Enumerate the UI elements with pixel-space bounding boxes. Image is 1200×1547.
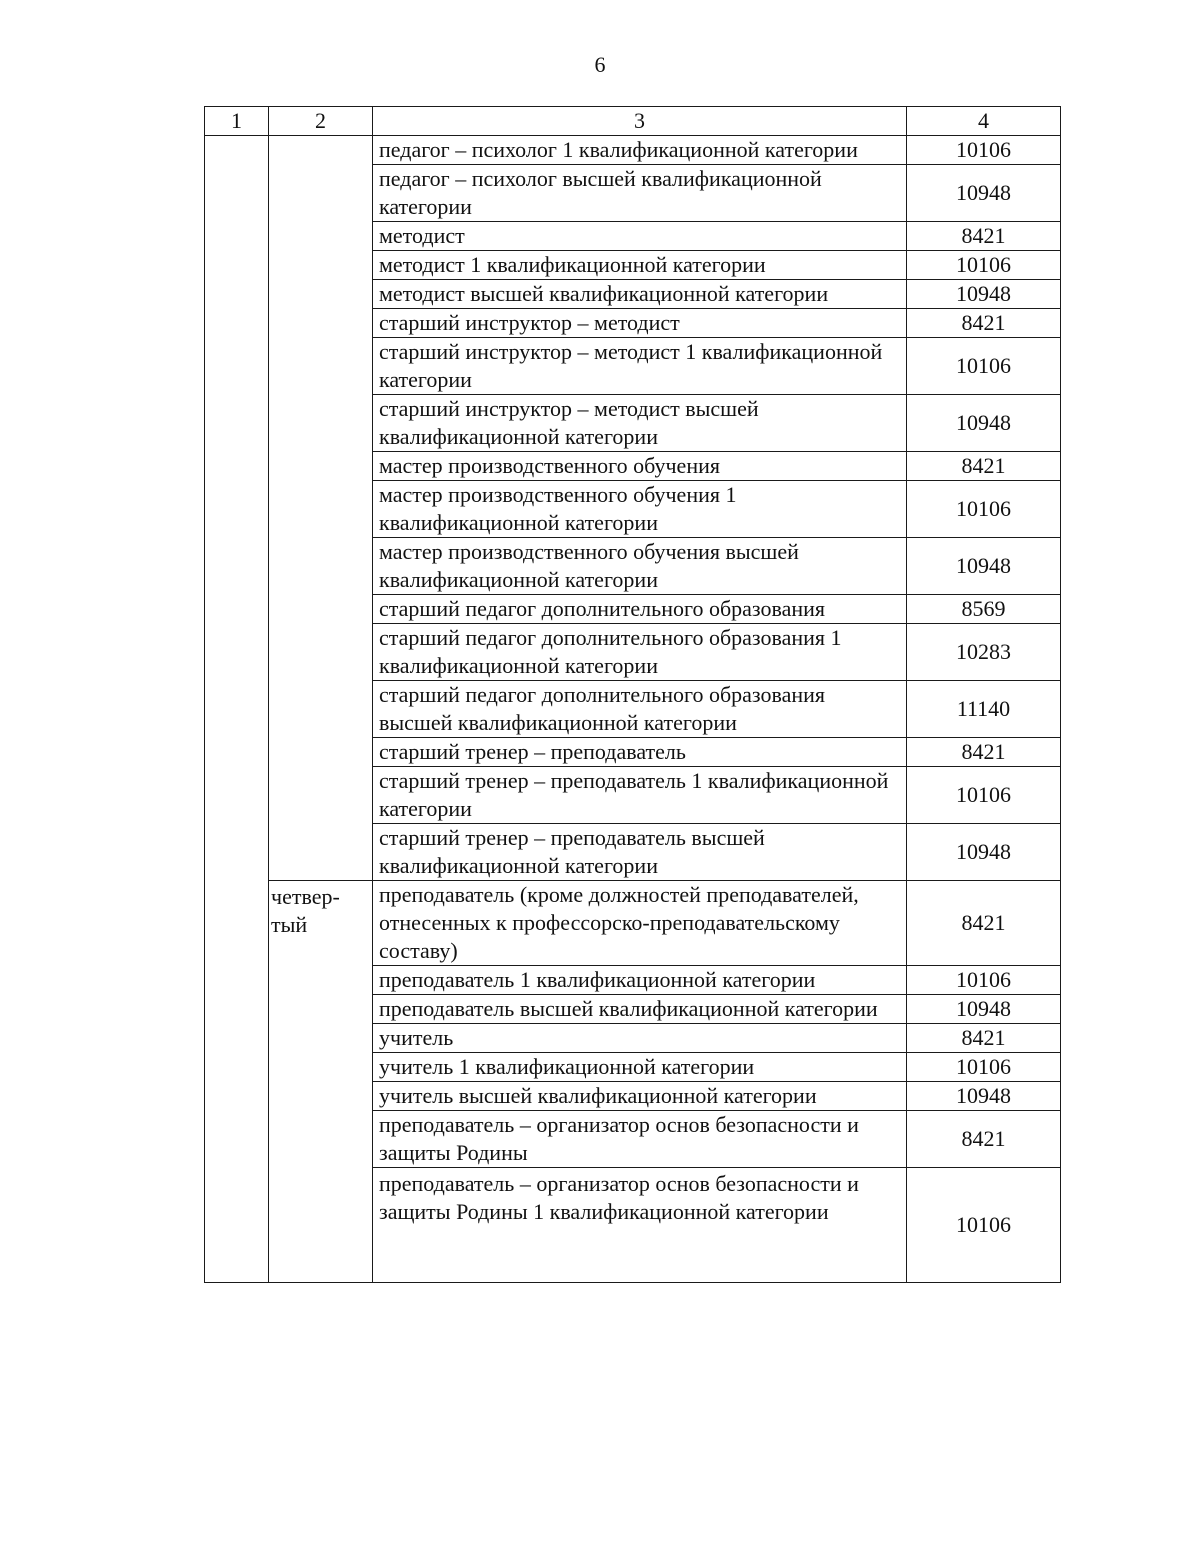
group-cell-fourth: [269, 881, 373, 1283]
header-col-4: 4: [907, 107, 1061, 136]
salary-value: 10948: [907, 165, 1061, 222]
salary-value: 8421: [907, 222, 1061, 251]
position-name: педагог – психолог 1 квалификационной категории: [373, 136, 907, 165]
position-name: методист: [373, 222, 907, 251]
salary-value: 8421: [907, 881, 1061, 966]
salary-value: 10948: [907, 280, 1061, 309]
group-label: четвер- тый: [271, 884, 340, 937]
salary-value: 10106: [907, 767, 1061, 824]
position-name: старший инструктор – методист 1 квалификационной категории: [373, 338, 907, 395]
position-name: старший инструктор – методист: [373, 309, 907, 338]
position-name: мастер производственного обучения высшей квалификационной категории: [373, 538, 907, 595]
position-name: методист высшей квалификационной категории: [373, 280, 907, 309]
header-row: [205, 107, 1061, 136]
position-name: старший тренер – преподаватель: [373, 738, 907, 767]
salary-value: 10283: [907, 624, 1061, 681]
position-name: мастер производственного обучения: [373, 452, 907, 481]
salary-value: 10948: [907, 1082, 1061, 1111]
header-col-1: 1: [205, 107, 269, 136]
salary-value: 10106: [907, 1053, 1061, 1082]
position-name: учитель высшей квалификационной категории: [373, 1082, 907, 1111]
salary-value: 8421: [907, 452, 1061, 481]
group-cell-continued: [269, 136, 373, 881]
header-col-2: 2: [269, 107, 373, 136]
position-name: преподаватель высшей квалификационной категории: [373, 995, 907, 1024]
salary-value: 10948: [907, 995, 1061, 1024]
salary-value: 10948: [907, 538, 1061, 595]
salary-value: 10948: [907, 395, 1061, 452]
salary-value: 10106: [907, 966, 1061, 995]
salary-table: [204, 106, 1061, 1283]
position-name: методист 1 квалификационной категории: [373, 251, 907, 280]
position-name: старший педагог дополнительного образования высшей квалификационной категории: [373, 681, 907, 738]
position-name: педагог – психолог высшей квалификационной категории: [373, 165, 907, 222]
position-name: старший инструктор – методист высшей квалификационной категории: [373, 395, 907, 452]
position-name: старший педагог дополнительного образования: [373, 595, 907, 624]
salary-value: 10948: [907, 824, 1061, 881]
salary-value: 10106: [907, 251, 1061, 280]
position-name: мастер производственного обучения 1 квалификационной категории: [373, 481, 907, 538]
position-name: преподаватель – организатор основ безопасности и защиты Родины 1 квалификационной категории: [373, 1168, 907, 1283]
page-number: 6: [594, 52, 606, 77]
position-name: старший педагог дополнительного образования 1 квалификационной категории: [373, 624, 907, 681]
position-name: учитель: [373, 1024, 907, 1053]
salary-value: 8569: [907, 595, 1061, 624]
position-name: учитель 1 квалификационной категории: [373, 1053, 907, 1082]
salary-value: 10106: [907, 338, 1061, 395]
table-row: [205, 136, 1061, 165]
salary-value: 10106: [907, 481, 1061, 538]
table-row: [205, 881, 1061, 966]
position-name: преподаватель 1 квалификационной категории: [373, 966, 907, 995]
col1-cell: [205, 136, 269, 1283]
salary-value: 10106: [907, 136, 1061, 165]
salary-value: 11140: [907, 681, 1061, 738]
position-name: старший тренер – преподаватель 1 квалификационной категории: [373, 767, 907, 824]
header-col-3: 3: [373, 107, 907, 136]
salary-value: 10106: [907, 1168, 1061, 1283]
salary-value: 8421: [907, 738, 1061, 767]
salary-value: 8421: [907, 1024, 1061, 1053]
position-name: старший тренер – преподаватель высшей квалификационной категории: [373, 824, 907, 881]
salary-value: 8421: [907, 309, 1061, 338]
salary-value: 8421: [907, 1111, 1061, 1168]
position-name: преподаватель – организатор основ безопасности и защиты Родины: [373, 1111, 907, 1168]
position-name: преподаватель (кроме должностей преподавателей, отнесенных к профессорско-преподавательскому составу): [373, 881, 907, 966]
